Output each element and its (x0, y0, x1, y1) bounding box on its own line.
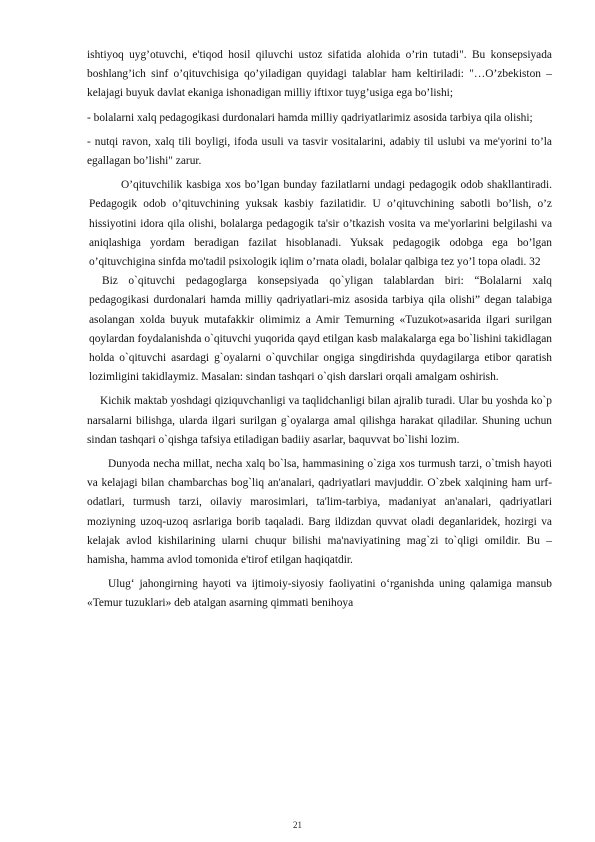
paragraph-3: - nutqi ravon, xalq tili boyligi, ifoda usuli va tasvir vositalarini, adabiy til uslubi va me'yorini to’la egallagan bo’lishi" zarur. (87, 135, 552, 168)
paragraph-6: Kichik maktab yoshdagi qiziquvchanligi va taqlidchanligi bilan ajralib turadi. Ular bu yoshda ko`p narsalarni bilishga, ularda ilgari surilgan g`oyalarga amal qilishga harakat qiladilar. Shuning uchun sindan tashqari o`qishga tafsiya etiladigan badiiy asarlar, baquvvat bo`lishi lozim. (87, 395, 552, 446)
paragraph-7: Dunyoda necha millat, necha xalq bo`lsa, hammasining o`ziga xos turmush tarzi, o`tmish hayoti va kelajagi bilan chambarchas bog`liq an'analari, qadriyatlari mavjuddir. O`zbek xalqining ham urf-odatlari, turmush tarzi, oilaviy marosimlari, ta'lim-tarbiya, madaniyat an'analari, qadriyatlari moziyning uzoq-uzoq asrlariga borib taqaladi. Barg ildizdan quvvat oladi deganlaridek, hozirgi va kelajak avlod kishilarining ularni chuqur bilishi ma'naviyatining mag`zi to`qligi omildir. Bu – hamisha, hamma avlod tomonida e'tirof etilgan haqiqatdir. (87, 458, 552, 567)
paragraph-2: - bolalarni xalq pedagogikasi durdonalari hamda milliy qadriyatlarimiz asosida tarbiya qila olishi; (87, 111, 533, 124)
paragraph-8: Ulug‘ jahongirning hayoti va ijtimoiy-siyosiy faoliyatini o‘rganishda uning qalamiga mansub «Temur tuzuklari» deb atalgan asarning qimmati benihoya (87, 578, 552, 610)
page-number: 21 (293, 820, 302, 828)
paragraph-1: ishtiyoq uyg’otuvchi, e'tiqod hosil qiluvchi ustoz sifatida alohida o’rin tutadi". Bu konsepsiyada boshlang’ich sinf o’qituvchisiga qo’yiladigan quyidagi talablar ham keltiriladi: "…O’zbekiston – kelajagi buyuk davlat ekaniga ishonadigan milliy iftixor tuyg’usiga ega bo’lishi; (87, 49, 552, 100)
paragraph-5: Biz o`qituvchi pedagoglarga konsepsiyada qo`yligan talablardan biri: “Bolalarni xalq pedagogikasi durdonalari hamda milliy qadriyatlari-miz asosida tarbiya qila olishi” degan talabiga asolangan xolda buyuk mutafakkir olimimiz a Amir Temurning «Tuzukot»asarida ilgari surilgan qoylardan foydalanishda o`qituvchi yuqorida qayd etilgan kasb malakalarga ega bo`lishini takidlagan holda o`qituvchi asardagi g`oyalarni o`quvchilar ongiga singdirishda quydagilarga etibor qaratish lozimligini takidlaymiz. Masalan: sindan tashqari o`qish darslari orqali amalgam oshirish. (89, 275, 552, 384)
paragraph-4: O’qituvchilik kasbiga xos bo’lgan bunday fazilatlarni undagi pedagogik odob shakllantiradi. Pedagogik odob o’qituvchining yuksak kasbiy fazilatidir. U o’qituvchining sabotli bo’lish, o’z hissiyotini idora qila olishi, bolalarga pedagogik ta'sir o’tkazish vosita va me'yorlarini belgilashi va aniqlashiga yordam beradigan fazilat hisoblanadi. Yuksak pedagogik odobga ega bo’lgan o’qituvchigina sinfda mo'tadil psixologik iqlim o’rnata oladi, bolalar qalbiga tez yo’l topa oladi. 32 (89, 179, 552, 269)
document-page (87, 46, 552, 614)
